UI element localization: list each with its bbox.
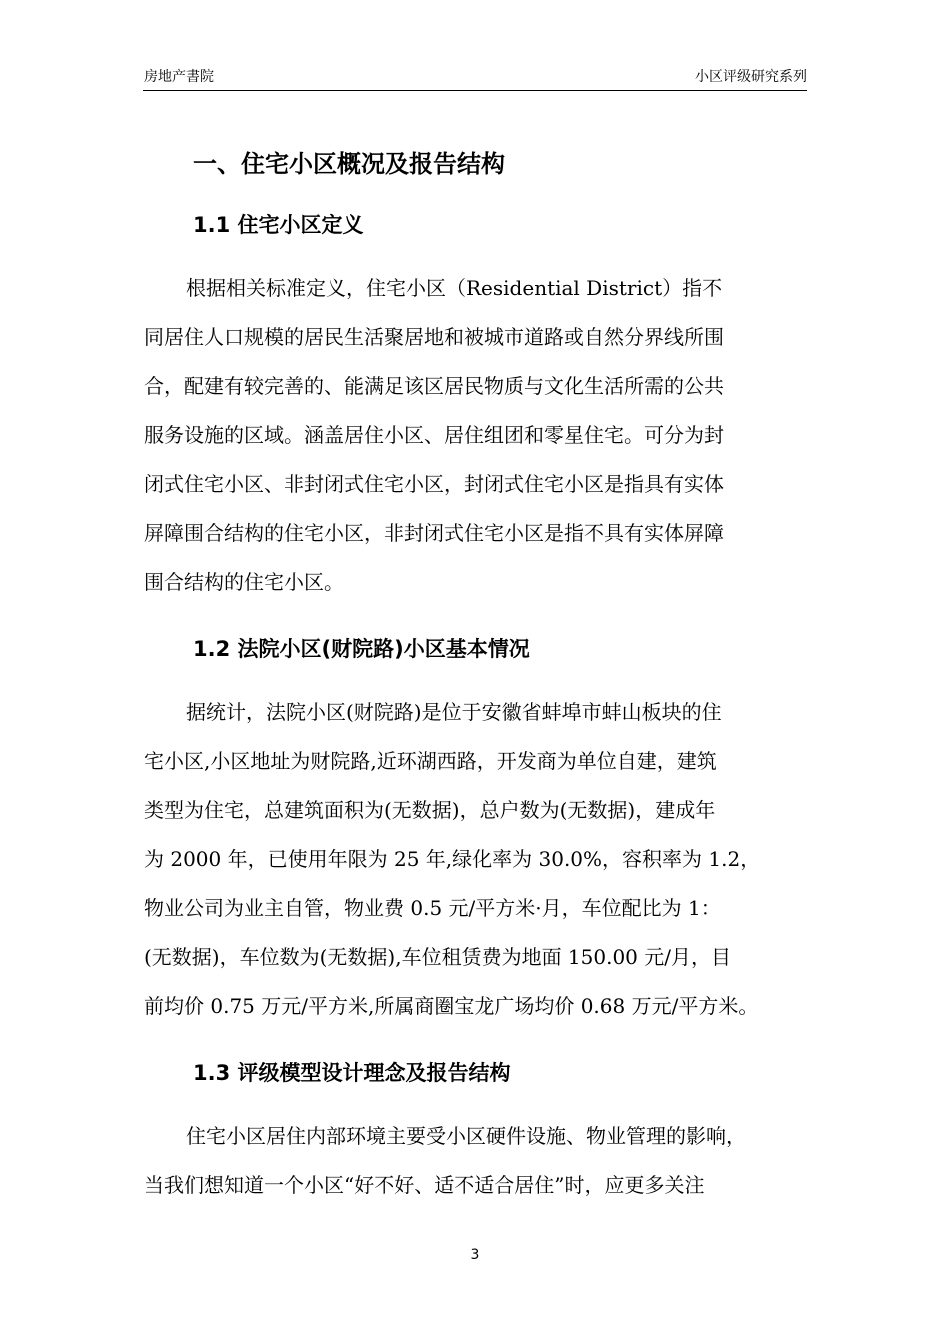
paragraph-line: 前均价 0.75 万元/平方米,所属商圈宝龙广场均价 0.68 万元/平方米。 <box>144 994 759 1018</box>
paragraph-line: 类型为住宅，总建筑面积为(无数据)，总户数为(无数据)，建成年 <box>144 798 716 822</box>
paragraph-line: 服务设施的区域。涵盖居住小区、居住组团和零星住宅。可分为封 <box>144 423 724 447</box>
paragraph-line: 物业公司为业主自管，物业费 0.5 元/平方米·月，车位配比为 1： <box>144 896 721 920</box>
paragraph-line: 围合结构的住宅小区。 <box>144 570 344 594</box>
header-right-text: 小区评级研究系列 <box>695 69 807 85</box>
section-heading-1-3: 1.3 评级模型设计理念及报告结构 <box>193 1061 511 1085</box>
header-divider <box>143 90 807 91</box>
header-left-text: 房地产書院 <box>144 69 214 85</box>
paragraph-line: 住宅小区居住内部环境主要受小区硬件设施、物业管理的影响， <box>186 1124 746 1148</box>
page-number: 3 <box>470 1247 480 1263</box>
section-1-1-paragraph <box>144 264 808 607</box>
paragraph-line: 合，配建有较完善的、能满足该区居民物质与文化生活所需的公共 <box>144 374 724 398</box>
paragraph-line: (无数据)，车位数为(无数据),车位租赁费为地面 150.00 元/月，目 <box>144 945 732 969</box>
paragraph-line: 根据相关标准定义，住宅小区（Residential District）指不 <box>186 276 723 300</box>
chapter-title: 一、住宅小区概况及报告结构 <box>193 150 505 178</box>
paragraph-line: 同居住人口规模的居民生活聚居地和被城市道路或自然分界线所围 <box>144 325 724 349</box>
section-heading-1-2: 1.2 法院小区(财院路)小区基本情况 <box>193 637 530 661</box>
section-heading-1-1: 1.1 住宅小区定义 <box>193 213 364 237</box>
paragraph-line: 屏障围合结构的住宅小区，非封闭式住宅小区是指不具有实体屏障 <box>144 521 724 545</box>
paragraph-line: 据统计，法院小区(财院路)是位于安徽省蚌埠市蚌山板块的住 <box>186 700 722 724</box>
paragraph-line: 为 2000 年，已使用年限为 25 年,绿化率为 30.0%，容积率为 1.2， <box>144 847 761 871</box>
section-1-3-paragraph <box>144 1112 808 1210</box>
paragraph-line: 宅小区,小区地址为财院路,近环湖西路，开发商为单位自建，建筑 <box>144 749 717 773</box>
section-1-2-paragraph <box>144 688 808 1031</box>
paragraph-line: 当我们想知道一个小区“好不好、适不适合居住”时，应更多关注 <box>144 1173 705 1197</box>
paragraph-line: 闭式住宅小区、非封闭式住宅小区，封闭式住宅小区是指具有实体 <box>144 472 724 496</box>
